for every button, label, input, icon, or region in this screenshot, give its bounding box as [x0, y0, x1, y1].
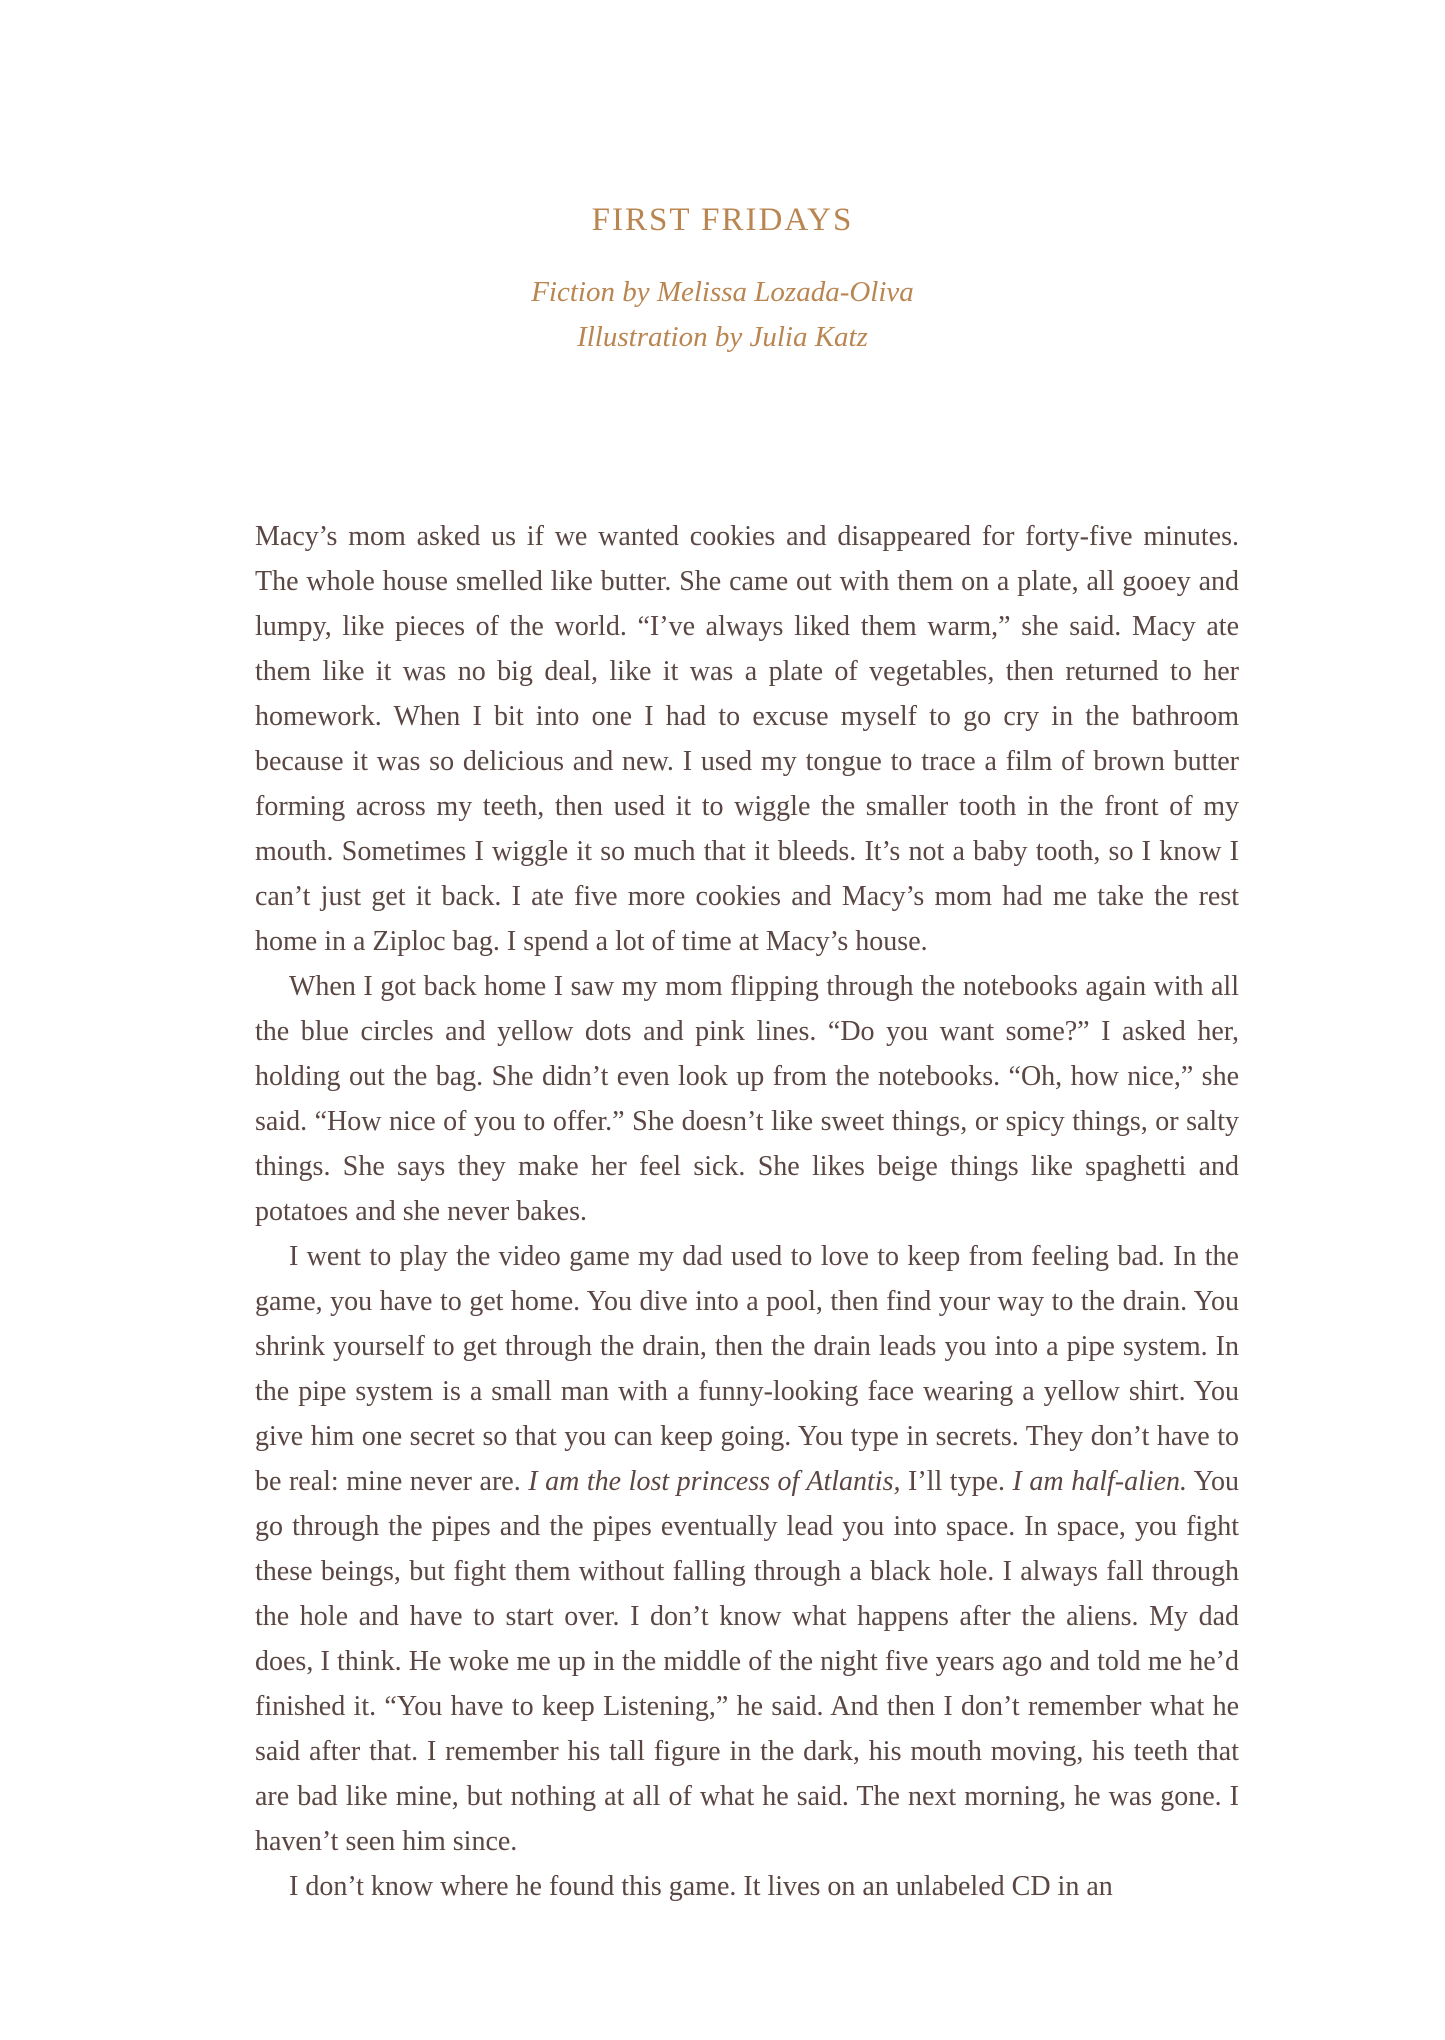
paragraph-3-part-b: I’ll type.: [900, 1466, 1013, 1497]
illustration-credit: Illustration by Julia Katz: [577, 321, 868, 353]
paragraph-3-part-a: I went to play the video game my dad used to love to keep from feeling bad. In the game, you have to get home. You dive into a pool, then find your way to the drain. You shrink yourself to get through the drain, then the drain leads you into a pipe system. In the pipe system is a small man with a funny-looking face wearing a yellow shirt. You give him one secret so that you can keep going. You type in secrets. They don’t have to be real: mine never are.: [255, 1241, 1239, 1497]
credits: [0, 270, 1445, 360]
paragraph-3-part-c: You go through the pipes and the pipes eventually lead you into space. In space, you fight these beings, but fight them without falling through a black hole. I always fall through the hole and have to start over. I don’t know what happens after the aliens. My dad does, I think. He woke me up in the middle of the night five years ago and told me he’d finished it. “You have to keep Listening,” he said. And then I don’t remember what he said after that. I remember his tall figure in the dark, his mouth moving, his teeth that are bad like mine, but nothing at all of what he said. The next morning, he was gone. I haven’t seen him since.: [255, 1466, 1239, 1857]
secret-half-alien: I am half-alien.: [1012, 1466, 1188, 1497]
paragraph-2: When I got back home I saw my mom flipping through the notebooks again with all the blue circles and yellow dots and pink lines. “Do you want some?” I asked her, holding out the bag. She didn’t even look up from the notebooks. “Oh, how nice,” she said. “How nice of you to offer.” She doesn’t like sweet things, or spicy things, or salty things. She says they make her feel sick. She likes beige things like spaghetti and potatoes and she never bakes.: [255, 971, 1239, 1227]
story-body: [255, 514, 1239, 1909]
paragraph-4: I don’t know where he found this game. It lives on an unlabeled CD in an: [289, 1871, 1113, 1902]
story-title: FIRST FRIDAYS: [591, 202, 854, 238]
secret-atlantis: I am the lost princess of Atlantis,: [528, 1466, 901, 1497]
fiction-credit: Fiction by Melissa Lozada-Oliva: [531, 276, 914, 308]
paragraph-1: Macy’s mom asked us if we wanted cookies and disappeared for forty-five minutes. The whole house smelled like butter. She came out with them on a plate, all gooey and lumpy, like pieces of the world. “I’ve always liked them warm,” she said. Macy ate them like it was no big deal, like it was a plate of vegetables, then returned to her homework. When I bit into one I had to excuse myself to go cry in the bathroom because it was so delicious and new. I used my tongue to trace a film of brown butter forming across my teeth, then used it to wiggle the smaller tooth in the front of my mouth. Sometimes I wiggle it so much that it bleeds. It’s not a baby tooth, so I know I can’t just get it back. I ate five more cookies and Macy’s mom had me take the rest home in a Ziploc bag. I spend a lot of time at Macy’s house.: [255, 521, 1239, 957]
paragraph-3: [255, 1234, 1239, 1864]
